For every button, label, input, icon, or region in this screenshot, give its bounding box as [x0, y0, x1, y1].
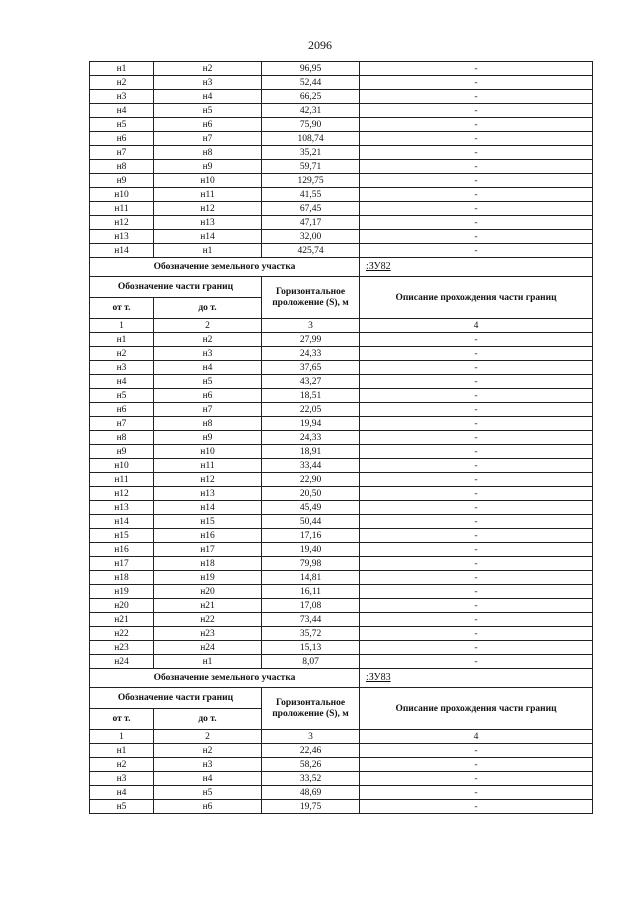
from-point: н21 [90, 613, 154, 627]
description: - [360, 459, 593, 473]
description: - [360, 445, 593, 459]
block3-body [90, 744, 593, 814]
table-row [90, 501, 593, 515]
description: - [360, 515, 593, 529]
from-point: н6 [90, 132, 154, 146]
col-number: 2 [154, 730, 262, 744]
from-point: н4 [90, 104, 154, 118]
from-point: н11 [90, 473, 154, 487]
distance: 22,90 [262, 473, 360, 487]
distance: 75,90 [262, 118, 360, 132]
description-header: Описание прохождения части границ [360, 688, 593, 730]
parcel-label: Обозначение земельного участка [90, 669, 360, 688]
to-point: н9 [154, 431, 262, 445]
from-point: н7 [90, 417, 154, 431]
to-point: н11 [154, 459, 262, 473]
table-row [90, 459, 593, 473]
description: - [360, 347, 593, 361]
table-row [90, 230, 593, 244]
to-point: н6 [154, 118, 262, 132]
to-point: н20 [154, 585, 262, 599]
table-row [90, 202, 593, 216]
from-point: н22 [90, 627, 154, 641]
page-number: 2096 [308, 38, 332, 52]
to-point: н24 [154, 641, 262, 655]
distance: 27,99 [262, 333, 360, 347]
distance: 8,07 [262, 655, 360, 669]
to-header: до т. [154, 709, 262, 730]
distance: 32,00 [262, 230, 360, 244]
table-row [90, 160, 593, 174]
distance: 17,08 [262, 599, 360, 613]
to-point: н8 [154, 146, 262, 160]
from-point: н5 [90, 800, 154, 814]
table-row [90, 244, 593, 258]
col-number: 3 [262, 319, 360, 333]
parcel-code: :ЗУ82 [360, 258, 593, 277]
from-point: н17 [90, 557, 154, 571]
distance: 66,25 [262, 90, 360, 104]
from-point: н13 [90, 230, 154, 244]
table-row [90, 744, 593, 758]
to-point: н17 [154, 543, 262, 557]
distance: 33,44 [262, 459, 360, 473]
distance: 17,16 [262, 529, 360, 543]
distance: 35,21 [262, 146, 360, 160]
column-number-row [90, 730, 593, 744]
distance: 96,95 [262, 62, 360, 76]
distance: 67,45 [262, 202, 360, 216]
parcel-row-zu82 [90, 258, 593, 277]
distance: 24,33 [262, 347, 360, 361]
table-row [90, 557, 593, 571]
parcel-code: :ЗУ83 [360, 669, 593, 688]
description: - [360, 487, 593, 501]
description: - [360, 599, 593, 613]
to-point: н7 [154, 132, 262, 146]
table-row [90, 641, 593, 655]
from-point: н10 [90, 459, 154, 473]
col-number: 4 [360, 730, 593, 744]
distance: 59,71 [262, 160, 360, 174]
to-point: н12 [154, 473, 262, 487]
description: - [360, 571, 593, 585]
distance: 108,74 [262, 132, 360, 146]
from-point: н10 [90, 188, 154, 202]
to-point: н7 [154, 403, 262, 417]
to-point: н23 [154, 627, 262, 641]
from-point: н4 [90, 375, 154, 389]
header-row [90, 277, 593, 298]
from-point: н3 [90, 772, 154, 786]
to-header: до т. [154, 298, 262, 319]
to-point: н14 [154, 230, 262, 244]
description: - [360, 543, 593, 557]
distance: 24,33 [262, 431, 360, 445]
distance: 73,44 [262, 613, 360, 627]
from-point: н12 [90, 487, 154, 501]
table-row [90, 417, 593, 431]
description: - [360, 744, 593, 758]
distance: 41,55 [262, 188, 360, 202]
description: - [360, 188, 593, 202]
to-point: н5 [154, 786, 262, 800]
distance: 19,40 [262, 543, 360, 557]
to-point: н15 [154, 515, 262, 529]
from-point: н11 [90, 202, 154, 216]
from-point: н3 [90, 361, 154, 375]
distance: 19,94 [262, 417, 360, 431]
table-row [90, 627, 593, 641]
from-point: н3 [90, 90, 154, 104]
horizontal-header: Горизонтальное проложение (S), м [262, 688, 360, 730]
table-row [90, 375, 593, 389]
description: - [360, 627, 593, 641]
to-point: н3 [154, 76, 262, 90]
parcel-label: Обозначение земельного участка [90, 258, 360, 277]
col-number: 1 [90, 319, 154, 333]
description: - [360, 230, 593, 244]
description: - [360, 501, 593, 515]
table-row [90, 487, 593, 501]
distance: 20,50 [262, 487, 360, 501]
from-point: н4 [90, 786, 154, 800]
col-number: 3 [262, 730, 360, 744]
to-point: н9 [154, 160, 262, 174]
from-point: н18 [90, 571, 154, 585]
from-point: н12 [90, 216, 154, 230]
to-point: н4 [154, 90, 262, 104]
distance: 15,13 [262, 641, 360, 655]
from-point: н14 [90, 515, 154, 529]
table-row [90, 403, 593, 417]
distance: 43,27 [262, 375, 360, 389]
table-row [90, 445, 593, 459]
column-number-row [90, 319, 593, 333]
from-point: н16 [90, 543, 154, 557]
description: - [360, 202, 593, 216]
description: - [360, 557, 593, 571]
distance: 45,49 [262, 501, 360, 515]
to-point: н5 [154, 375, 262, 389]
col-number: 4 [360, 319, 593, 333]
from-point: н20 [90, 599, 154, 613]
description: - [360, 758, 593, 772]
table-row [90, 655, 593, 669]
to-point: н2 [154, 744, 262, 758]
from-point: н5 [90, 118, 154, 132]
description-header: Описание прохождения части границ [360, 277, 593, 319]
from-point: н2 [90, 758, 154, 772]
header-row [90, 688, 593, 709]
table-row [90, 599, 593, 613]
col-number: 2 [154, 319, 262, 333]
to-point: н2 [154, 62, 262, 76]
description: - [360, 118, 593, 132]
block1-body [90, 62, 593, 258]
from-point: н6 [90, 403, 154, 417]
from-point: н1 [90, 333, 154, 347]
to-point: н16 [154, 529, 262, 543]
from-point: н8 [90, 160, 154, 174]
table-row [90, 431, 593, 445]
to-point: н13 [154, 216, 262, 230]
description: - [360, 90, 593, 104]
to-point: н8 [154, 417, 262, 431]
from-point: н9 [90, 174, 154, 188]
to-point: н6 [154, 389, 262, 403]
distance: 52,44 [262, 76, 360, 90]
from-point: н1 [90, 62, 154, 76]
distance: 47,17 [262, 216, 360, 230]
table-row [90, 473, 593, 487]
description: - [360, 160, 593, 174]
table-row [90, 613, 593, 627]
to-point: н14 [154, 501, 262, 515]
to-point: н18 [154, 557, 262, 571]
to-point: н5 [154, 104, 262, 118]
to-point: н1 [154, 655, 262, 669]
table-row [90, 758, 593, 772]
distance: 18,91 [262, 445, 360, 459]
description: - [360, 76, 593, 90]
description: - [360, 529, 593, 543]
distance: 22,05 [262, 403, 360, 417]
table-row [90, 174, 593, 188]
table-row [90, 585, 593, 599]
from-point: н24 [90, 655, 154, 669]
distance: 48,69 [262, 786, 360, 800]
table-row [90, 515, 593, 529]
table-row [90, 76, 593, 90]
from-header: от т. [90, 298, 154, 319]
table-row [90, 389, 593, 403]
distance: 22,46 [262, 744, 360, 758]
description: - [360, 375, 593, 389]
description: - [360, 431, 593, 445]
to-point: н12 [154, 202, 262, 216]
description: - [360, 641, 593, 655]
to-point: н3 [154, 758, 262, 772]
from-point: н9 [90, 445, 154, 459]
table-row [90, 104, 593, 118]
from-point: н23 [90, 641, 154, 655]
distance: 79,98 [262, 557, 360, 571]
description: - [360, 216, 593, 230]
to-point: н19 [154, 571, 262, 585]
distance: 58,26 [262, 758, 360, 772]
description: - [360, 585, 593, 599]
to-point: н4 [154, 361, 262, 375]
distance: 129,75 [262, 174, 360, 188]
table-row [90, 132, 593, 146]
to-point: н10 [154, 174, 262, 188]
distance: 33,52 [262, 772, 360, 786]
table-row [90, 118, 593, 132]
description: - [360, 389, 593, 403]
table-row [90, 543, 593, 557]
description: - [360, 655, 593, 669]
distance: 19,75 [262, 800, 360, 814]
to-point: н3 [154, 347, 262, 361]
table-row [90, 571, 593, 585]
description: - [360, 772, 593, 786]
distance: 42,31 [262, 104, 360, 118]
to-point: н2 [154, 333, 262, 347]
description: - [360, 146, 593, 160]
table-row [90, 772, 593, 786]
to-point: н22 [154, 613, 262, 627]
description: - [360, 174, 593, 188]
from-point: н15 [90, 529, 154, 543]
table-row [90, 90, 593, 104]
distance: 35,72 [262, 627, 360, 641]
from-point: н1 [90, 744, 154, 758]
to-point: н11 [154, 188, 262, 202]
table-row [90, 146, 593, 160]
part-boundaries-header: Обозначение части границ [90, 277, 262, 298]
description: - [360, 62, 593, 76]
horizontal-header: Горизонтальное проложение (S), м [262, 277, 360, 319]
description: - [360, 403, 593, 417]
description: - [360, 361, 593, 375]
parcel-row-zu83 [90, 669, 593, 688]
distance: 50,44 [262, 515, 360, 529]
description: - [360, 800, 593, 814]
description: - [360, 473, 593, 487]
description: - [360, 104, 593, 118]
to-point: н10 [154, 445, 262, 459]
table-row [90, 786, 593, 800]
boundary-table [89, 61, 593, 814]
from-header: от т. [90, 709, 154, 730]
distance: 37,65 [262, 361, 360, 375]
from-point: н7 [90, 146, 154, 160]
description: - [360, 786, 593, 800]
to-point: н4 [154, 772, 262, 786]
from-point: н19 [90, 585, 154, 599]
table-row [90, 62, 593, 76]
from-point: н2 [90, 347, 154, 361]
table-row [90, 188, 593, 202]
from-point: н5 [90, 389, 154, 403]
to-point: н6 [154, 800, 262, 814]
distance: 14,81 [262, 571, 360, 585]
to-point: н1 [154, 244, 262, 258]
table-row [90, 529, 593, 543]
description: - [360, 613, 593, 627]
distance: 16,11 [262, 585, 360, 599]
table-row [90, 361, 593, 375]
from-point: н13 [90, 501, 154, 515]
table-row [90, 800, 593, 814]
to-point: н21 [154, 599, 262, 613]
description: - [360, 132, 593, 146]
description: - [360, 417, 593, 431]
distance: 18,51 [262, 389, 360, 403]
table-row [90, 333, 593, 347]
from-point: н14 [90, 244, 154, 258]
from-point: н8 [90, 431, 154, 445]
distance: 425,74 [262, 244, 360, 258]
description: - [360, 333, 593, 347]
table-row [90, 216, 593, 230]
part-boundaries-header: Обозначение части границ [90, 688, 262, 709]
table-row [90, 347, 593, 361]
description: - [360, 244, 593, 258]
to-point: н13 [154, 487, 262, 501]
from-point: н2 [90, 76, 154, 90]
block2-body [90, 333, 593, 669]
col-number: 1 [90, 730, 154, 744]
